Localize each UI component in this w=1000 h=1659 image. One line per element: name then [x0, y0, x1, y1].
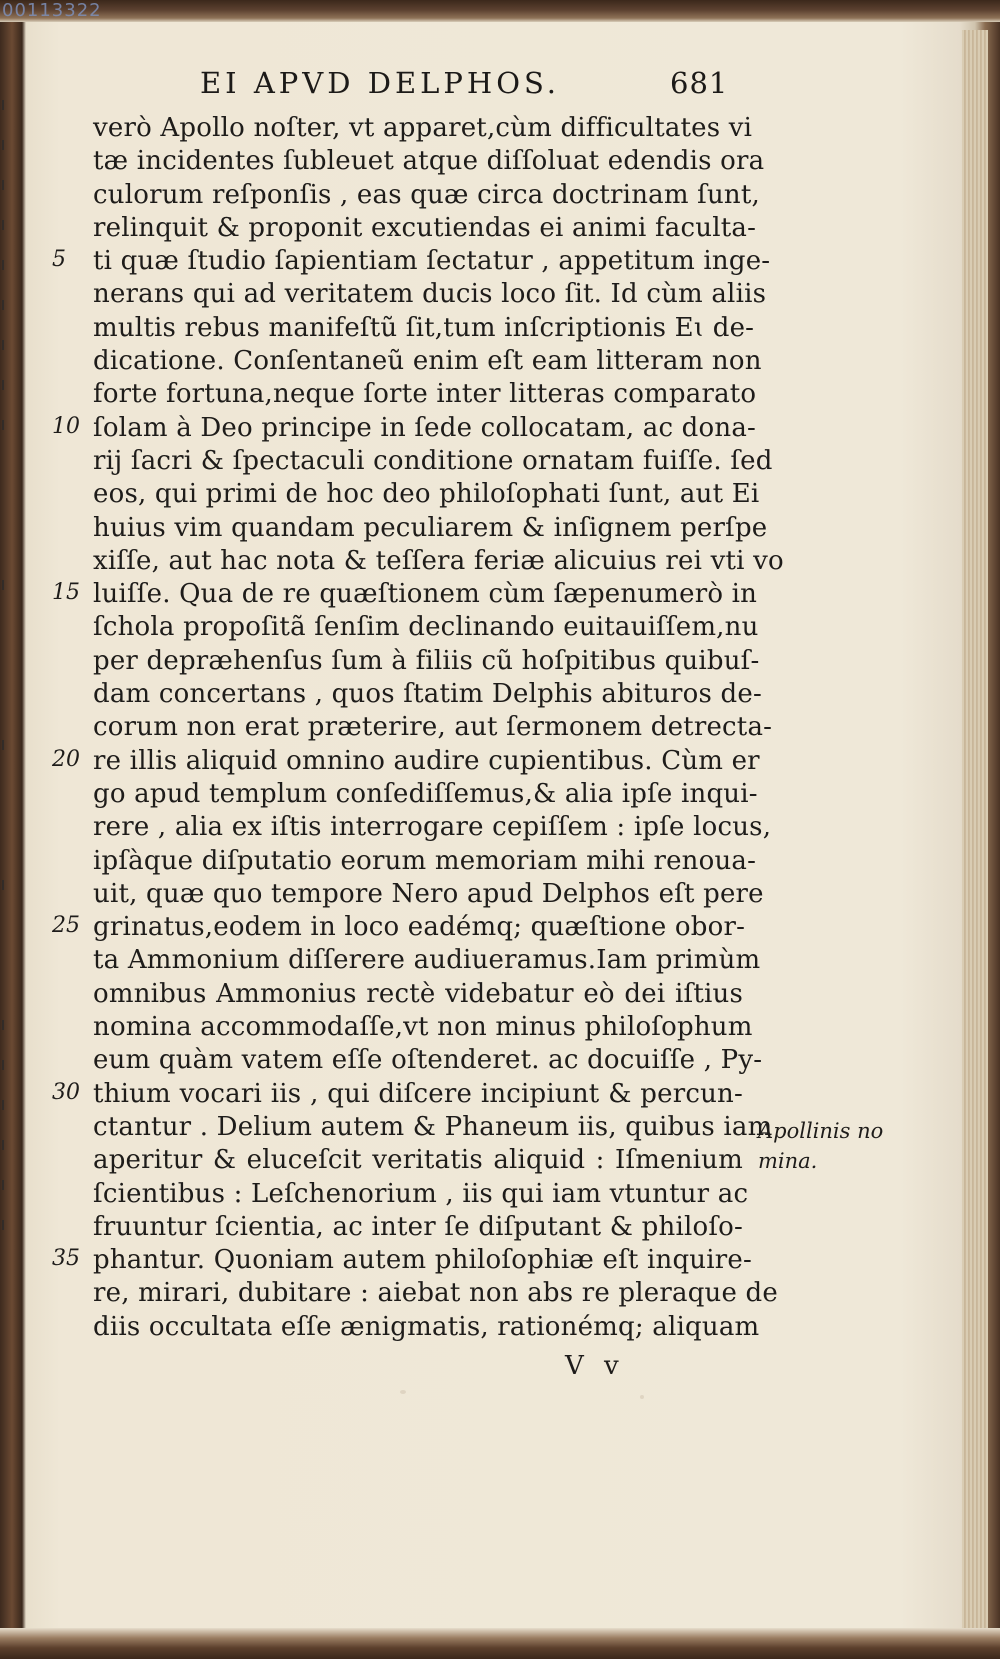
running-title: EI APVD DELPHOS. [200, 66, 561, 100]
text-line: fruuntur ſcientia, ac inter ſe diſputant & philoſo- [93, 1211, 743, 1242]
line-number: 5 [52, 247, 66, 273]
text-line: rere , alia ex iſtis interrogare cepiſſem : ipſe locus, [93, 812, 772, 843]
text-line: relinquit & proponit excutiendas ei animi faculta- [93, 212, 757, 243]
page-top-edge [0, 0, 1000, 22]
text-line: eum quàm vatem eſſe oſtenderet. ac docuiſſe , Py- [93, 1045, 763, 1076]
text-line: per depræhenſus ſum à filiis cũ hoſpitibus quibuſ- [93, 645, 760, 676]
marginal-note [758, 1116, 898, 1176]
paper-spot [400, 1390, 406, 1394]
text-line: ti quæ ſtudio ſapientiam ſectatur , appetitum inge- [93, 246, 771, 277]
text-line: phantur. Quoniam autem philoſophiæ eſt inquire- [93, 1245, 752, 1276]
text-line: dicatione. Conſentaneũ enim eſt eam litteram non [93, 346, 762, 377]
text-line: multis rebus manifeſtũ ſit,tum inſcriptionis Eɩ de- [93, 312, 755, 343]
text-line: grinatus,eodem in loco eadémq; quæſtione obor- [93, 912, 746, 943]
text-line: corum non erat præterire, aut ſermonem detrecta- [93, 712, 773, 743]
text-line: tæ incidentes ſubleuet atque diſſoluat edendis ora [93, 146, 765, 177]
text-line: ta Ammonium diſſerere audiueramus.Iam primùm [93, 945, 761, 976]
line-number: 35 [52, 1246, 80, 1272]
text-line: omnibus Ammonius rectè videbatur eò dei iſtius [93, 978, 743, 1009]
text-line: verò Apollo noſter, vt apparet,cùm difficultates vi [93, 113, 753, 143]
text-line: uit, quæ quo tempore Nero apud Delphos eſt pere [93, 878, 764, 909]
text-line: dam concertans , quos ſtatim Delphis abituros de- [93, 679, 762, 710]
line-number: 10 [52, 413, 80, 439]
running-header [200, 66, 740, 106]
text-line: xiſſe, aut hac nota & teſſera feriæ alicuius rei vti vo [93, 545, 784, 576]
text-line: nomina accommodaſſe,vt non minus philoſophum [93, 1012, 753, 1043]
text-line: forte fortuna,neque ſorte inter litteras comparato [93, 379, 757, 410]
line-number: 25 [52, 913, 80, 939]
page-number: 681 [670, 66, 729, 100]
text-line: culorum reſponſis , eas quæ circa doctrinam ſunt, [93, 179, 760, 210]
line-number: 30 [52, 1079, 80, 1105]
text-line: thium vocari iis , qui diſcere incipiunt & percun- [93, 1078, 743, 1109]
left-binding-margin [0, 100, 22, 1420]
text-line: go apud templum conſediſſemus,& alia ipſe inqui- [93, 778, 758, 809]
marginal-note-line: Apollinis no [758, 1119, 884, 1143]
text-line: ipſàque diſputatio eorum memoriam mihi renoua- [93, 845, 757, 876]
text-line: nerans qui ad veritatem ducis loco ſit. Id cùm aliis [93, 279, 767, 310]
paper-spot [640, 1395, 644, 1399]
signature-mark: V v [565, 1351, 625, 1381]
text-line: ſolam à Deo principe in ſede collocatam, ac dona- [93, 412, 757, 443]
page-bottom-edge [0, 1628, 1000, 1659]
text-line: re illis aliquid omnino audire cupientibus. Cùm er [93, 745, 760, 776]
text-line: rij ſacri & ſpectaculi conditione ornatam fuiſſe. ſed [93, 445, 773, 476]
text-line: ſchola propoſitã ſenſim declinando euitauiſſem,nu [93, 612, 759, 643]
text-line: luiſſe. Qua de re quæſtionem cùm ſæpenumerò in [93, 579, 758, 610]
page-stack-edges [962, 30, 988, 1630]
marginal-note-line: mina. [758, 1149, 818, 1173]
text-line: huius vim quandam peculiarem & inſignem perſpe [93, 512, 768, 543]
text-line: aperitur & eluceſcit veritatis aliquid : Iſmenium [93, 1145, 743, 1176]
line-number: 20 [52, 746, 80, 772]
line-number: 15 [52, 580, 80, 606]
text-line: ſcientibus : Leſchenorium , iis qui iam vtuntur ac [93, 1178, 749, 1209]
text-line: eos, qui primi de hoc deo philoſophati ſunt, aut Ei [93, 479, 760, 510]
text-line: diis occultata eſſe ænigmatis, rationémq; aliquam [93, 1311, 760, 1342]
text-line: ctantur . Delium autem & Phaneum iis, quibus iam [93, 1111, 773, 1142]
main-text-block [93, 112, 784, 1344]
text-line: re, mirari, dubitare : aiebat non abs re pleraque de [93, 1278, 778, 1309]
reference-number: 00113322 [2, 0, 102, 21]
